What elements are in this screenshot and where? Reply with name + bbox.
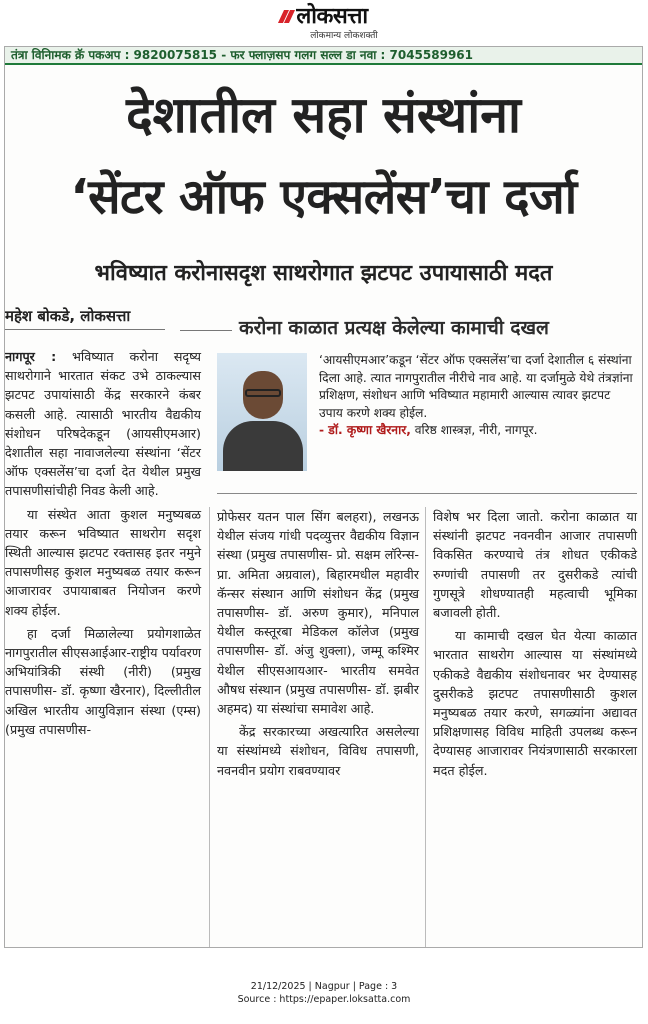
quote-text: ‘आयसीएमआर’कडून ‘सेंटर ऑफ एक्सलेंस’चा दर्जा देशातील ६ संस्थांना दिला आहे. त्यात नागपुरातील नीरीचे नाव आहे. या दर्जामुळे येथे तंत्रज्ञांना प्रशिक्षण, संशोधन आणि भविष्यात महामारी आल्यास त्यावर झटपट उपाय करणे शक्य होईल. bbox=[319, 353, 633, 420]
newspaper-clipping bbox=[4, 46, 643, 948]
clipping-footer bbox=[0, 980, 648, 1006]
headline-line-1: देशातील सहा संस्थांना bbox=[126, 86, 521, 144]
scientist-photo bbox=[217, 353, 307, 471]
column-divider bbox=[209, 507, 210, 947]
quote-signature-title: वरिष्ठ शास्त्रज्ञ, नीरी, नागपूर. bbox=[410, 423, 538, 437]
paragraph bbox=[5, 347, 201, 501]
article-column-1 bbox=[5, 347, 201, 743]
headline-line-2: ‘सेंटर ऑफ एक्सलेंस’चा दर्जा bbox=[70, 169, 577, 225]
box-title: करोना काळात प्रत्यक्ष केलेल्या कामाची दखल bbox=[239, 317, 549, 339]
byline-divider bbox=[5, 329, 165, 330]
loksatta-logo-icon bbox=[280, 10, 292, 24]
tagline: लोकमान्य लोकशक्ती bbox=[310, 31, 378, 41]
paragraph: या संस्थेत आता कुशल मनुष्यबळ तयार करून भविष्यात साथरोग सदृश स्थिती आल्यास झटपट रक्तासह इतर नमुने तपासणीसह कुशल मनुष्यबळ तयार करून आजारावर उपायाबाबत नियोजन करणे शक्य होईल. bbox=[5, 506, 201, 618]
article-column-2 bbox=[217, 507, 419, 784]
masthead bbox=[0, 6, 648, 42]
article-column-3 bbox=[433, 507, 637, 784]
paragraph: प्रोफेसर यतन पाल सिंग बलहरा), लखनऊ येथील संजय गांधी पदव्युत्तर वैद्यकीय विज्ञान संस्था (प्रमुख तपासणीस- प्रो. सक्षम लॉरेन्स- प्रा. अमिता अग्रवाल), बिहारमधील महावीर कॅन्सर संस्थान आणि संशोधन केंद्र (प्रमुख तपासणीस- डॉ. अरुण कुमार), मनिपाल येथील कस्तूरबा मेडिकल कॉलेज (प्रमुख तपासणीस- डॉ. अंजु शुक्ला), जम्मू कश्मिर येथील सीएसआयआर- भारतीय समवेत औषध संस्थान (प्रमुख तपासणीस- डॉ. झबीर अहमद) या संस्थांचा समावेश आहे. bbox=[217, 509, 419, 717]
photo-shirt bbox=[223, 421, 303, 471]
paragraph: केंद्र सरकारच्या अखत्यारित असलेल्या या संस्थांमध्ये संशोधन, विविध तपासणी, नवनवीन प्रयोग राबवण्यावर bbox=[217, 724, 419, 778]
source-link[interactable]: Source : https://epaper.loksatta.com bbox=[237, 994, 411, 1005]
edition-info: 21/12/2025 | Nagpur | Page : 3 bbox=[250, 981, 398, 992]
paragraph: हा दर्जा मिळालेल्या प्रयोगशाळेत नागपुरातील सीएसआईआर-राष्ट्रीय पर्यावरण अभियांत्रिकी संस्थी (नीरी) (प्रमुख तपासणीस- डॉ. कृष्णा खैरनार), दिल्लीतील अखिल भारतीय आयुविज्ञान संस्था (एम्स) (प्रमुख तपासणीस- bbox=[5, 625, 201, 737]
ad-ticker: तंत्रा विनिामक क्रॅ पकअप : 9820075815 - फर फ्लाज़सप गलग सल्ल डा नवा : 7045589961 bbox=[5, 47, 642, 65]
logo[interactable] bbox=[0, 6, 648, 28]
subheadline: भविष्यात करोनासदृश साथरोगात झटपट उपायासाठी मदत bbox=[94, 261, 553, 286]
box-divider-top bbox=[180, 330, 232, 331]
byline: महेश बोकडे, लोकसत्ता bbox=[5, 307, 131, 325]
paragraph-text: भविष्यात करोना सदृष्य साथरोगाने भारतात संकट उभे ठाकल्यास झटपट उपायांसाठी केंद्र सरकारने कंबर कसली आहे. त्यासाठी भारतीय वैद्यकीय संशोधन परिषदेकडून (आयसीएमआर) देशातील सहा नावाजलेल्या संस्थांना ‘सेंटर ऑफ एक्सलेंस’चा दर्जा देत येथील प्रमुख तपासणीसांचीही निवड केली आहे. bbox=[5, 349, 201, 499]
paragraph: या कामाची दखल घेत येत्या काळात भारतात साथरोग आल्यास या संस्थांमध्ये एकीकडे वैद्यकीय संशोधनावर भर देण्यासह दुसरीकडे झटपट तपासणीसाठी कुशल मनुष्यबळ तयार करणे, सगळ्यांना अद्यावत प्रशिक्षणासह विविध माहिती उपलब्ध करून देण्यासह आजारावर नियंत्रणासाठी सरकारला मदत होईल. bbox=[433, 628, 637, 778]
expert-quote bbox=[319, 352, 637, 440]
paragraph: विशेष भर दिला जातो. करोना काळात या संस्थांनी झटपट नवनवीन आजार तपासणी विकसित करण्याचे तंत्र शोधत एकीकडे रुग्णांची तपासणी तर दुसरीकडे त्यांची गुणसूत्रे शोधण्यातही महत्वाची भूमिका बजावली होती. bbox=[433, 509, 637, 621]
dateline: नागपूर : bbox=[5, 349, 57, 364]
box-divider-bottom bbox=[217, 493, 637, 494]
photo-glasses bbox=[245, 389, 281, 397]
quote-signature: - डॉ. कृष्णा खैरनार, bbox=[319, 423, 411, 437]
logo-text: लोकसत्ता bbox=[296, 4, 368, 29]
column-divider bbox=[425, 507, 426, 947]
